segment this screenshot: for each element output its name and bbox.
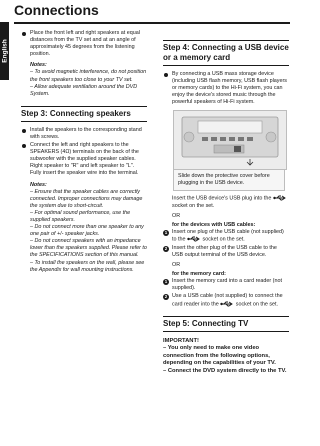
- note-item: – Do not connect speakers with an impedance lower than the speakers supplied. Please refer to the SPECIFICATIONS section of this manual.: [30, 238, 147, 259]
- usb-cable-subheading: for the devices with USB cables:: [172, 222, 256, 229]
- note-item: – To install the speakers on the wall, please see the Appendix for wall mounting instructions.: [30, 259, 145, 273]
- note-item: – For optimal sound performance, use the supplied speakers.: [30, 209, 131, 223]
- or-separator: OR: [172, 262, 181, 269]
- language-tab: [0, 22, 9, 80]
- insert-usb-text-b: socket on the set.: [172, 202, 215, 209]
- notes-heading: Notes:: [30, 62, 47, 69]
- hifi-device-drawing: [174, 111, 286, 169]
- or-separator: OR: [172, 213, 181, 220]
- right-column: [163, 30, 289, 375]
- usb-symbol-icon: [220, 301, 234, 307]
- header-divider: [14, 22, 290, 24]
- step-number-badge: 1: [164, 279, 168, 285]
- memory-card-step-2-text-a: Use a USB cable (not supplied) to connect the card reader into the: [172, 293, 283, 307]
- step3-heading: Step 3: Connecting speakers: [21, 106, 147, 122]
- step5-heading: Step 5: Connecting TV: [163, 316, 289, 332]
- step-number-badge: 2: [164, 294, 168, 300]
- figure-caption: Slide down the protective cover before plugging in the USB device.: [173, 170, 285, 191]
- device-illustration: [173, 110, 287, 170]
- connect-speakers-bullet: Connect the left and right speakers to the SPEAKERS (4Ω) terminals on the back of the subwoofer with the supplied speaker cables. Right speaker to "R" and left speaker to "L". Fully insert the speaker wire into the terminal.: [21, 142, 147, 177]
- memory-card-step-1: [163, 278, 289, 292]
- important-item: – You only need to make one video connection from the following options, depending on the capabilities of your TV.: [163, 345, 276, 367]
- note-item: – Do not connect more than one speaker to any one pair of +/- speaker jacks.: [30, 224, 144, 238]
- usb-cable-step-1-text-a: Insert one plug of the USB cable (not supplied) to the: [172, 229, 284, 243]
- important-heading: IMPORTANT!: [163, 338, 199, 345]
- step-number-badge: 2: [164, 245, 168, 251]
- note-item: – Allow adequate ventilation around the DVD System.: [30, 83, 138, 97]
- page-title: Connections: [14, 2, 99, 18]
- usb-symbol-icon: [187, 236, 201, 242]
- important-item: – Connect the DVD system directly to the TV.: [163, 367, 287, 374]
- usb-cable-step-1: [163, 229, 289, 244]
- step4-heading: Step 4: Connecting a USB device or a memory card: [163, 40, 289, 66]
- usb-intro-bullet: By connecting a USB mass storage device (including USB flash memory, USB flash players or memory cards) to the Hi-Fi system, you can enjoy the device's stored music through the powerful speakers of Hi-Fi system.: [163, 71, 289, 106]
- usb-symbol-icon: [273, 195, 287, 201]
- memory-card-step-2-text-b: socket on the set.: [235, 300, 279, 307]
- memory-card-step-1-text: Insert the memory card into a card reader (not supplied).: [172, 278, 282, 292]
- usb-cable-step-2: [163, 245, 289, 259]
- usb-cable-step-2-text: Insert the other plug of the USB cable to the USB output terminal of the USB device.: [172, 244, 277, 258]
- speaker-placement-bullet: Place the front left and right speakers at equal distances from the TV set and at an angle of approximately 45 degrees from the listening position.: [21, 30, 147, 58]
- usb-cable-step-1-text-b: socket on the set.: [202, 236, 245, 243]
- memory-card-step-2: [163, 293, 289, 308]
- note-item: – Ensure that the speaker cables are correctly connected. Improper connections may damage the system due to short-circuit.: [30, 188, 143, 209]
- note-item: – To avoid magnetic interference, do not position the front speakers too close to your TV set.: [30, 69, 147, 83]
- install-speakers-bullet: Install the speakers to the corresponding stand with screws.: [21, 127, 147, 141]
- insert-usb-text-a: Insert the USB device's USB plug into the: [172, 195, 272, 202]
- language-tab-label: English: [1, 39, 8, 63]
- notes-heading: Notes:: [30, 181, 47, 188]
- step-number-badge: 1: [164, 230, 168, 236]
- left-column: [21, 30, 147, 274]
- insert-usb-text: [163, 195, 289, 210]
- memory-card-subheading: for the memory card:: [172, 271, 226, 278]
